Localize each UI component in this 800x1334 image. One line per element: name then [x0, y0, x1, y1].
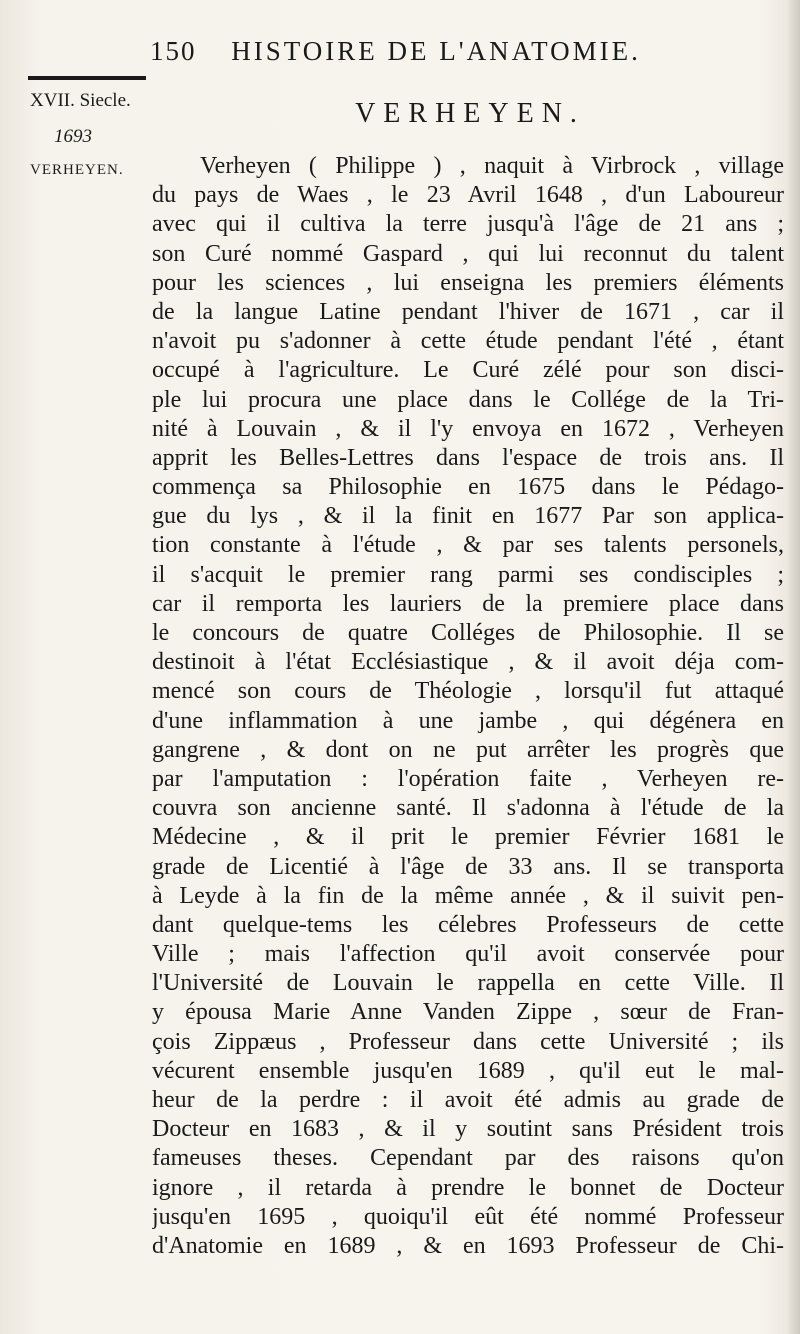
text-line: commença sa Philosophie en 1675 dans le Pédago- — [152, 474, 784, 501]
text-line: Docteur en 1683 , & il y soutint sans Président trois — [152, 1116, 784, 1143]
running-title: HISTOIRE DE L'ANATOMIE. — [231, 36, 641, 66]
text-line: grade de Licentié à l'âge de 33 ans. Il se transporta — [152, 853, 784, 880]
text-line: de la langue Latine pendant l'hiver de 1671 , car il — [152, 298, 784, 325]
text-line: d'une inflammation à une jambe , qui dégénera en — [152, 707, 784, 734]
running-head — [150, 36, 790, 67]
text-line: car il remporta les lauriers de la premiere place dans — [152, 590, 784, 617]
text-line: l'Université de Louvain le rappella en cette Ville. Il — [152, 970, 784, 997]
text-line: gue du lys , & il la finit en 1677 Par son applica- — [152, 503, 784, 530]
text-line: dant quelque-tems les célebres Professeurs de cette — [152, 911, 784, 938]
text-line: Médecine , & il prit le premier Février 1681 le — [152, 824, 784, 851]
text-line: son Curé nommé Gaspard , qui lui reconnut du talent — [152, 240, 784, 267]
text-line: ple lui procura une place dans le Collége de la Tri- — [152, 386, 784, 413]
text-line: çois Zippæus , Professeur dans cette Université ; ils — [152, 1028, 784, 1055]
text-line: il s'acquit le premier rang parmi ses condisciples ; — [152, 561, 784, 588]
text-line: tion constante à l'étude , & par ses talents personels, — [152, 532, 784, 559]
text-line: Ville ; mais l'affection qu'il avoit conservée pour — [152, 941, 784, 968]
text-line: vécurent ensemble jusqu'en 1689 , qu'il eut le mal- — [152, 1057, 784, 1084]
text-line: avec qui il cultiva la terre jusqu'à l'âge de 21 ans ; — [152, 211, 784, 238]
text-line: apprit les Belles-Lettres dans l'espace de trois ans. Il — [152, 444, 784, 471]
text-line: fameuses theses. Cependant par des raisons qu'on — [152, 1145, 784, 1172]
text-line: occupé à l'agriculture. Le Curé zélé pour son disci- — [152, 357, 784, 384]
text-line: jusqu'en 1695 , quoiqu'il eût été nommé Professeur — [152, 1203, 784, 1230]
page-fold-shadow — [786, 0, 800, 1334]
text-line: mencé son cours de Théologie , lorsqu'il fut attaqué — [152, 678, 784, 705]
text-line: du pays de Waes , le 23 Avril 1648 , d'un Laboureur — [152, 182, 784, 209]
page-number: 150 — [150, 36, 197, 66]
text-line: ignore , il retarda à prendre le bonnet de Docteur — [152, 1174, 784, 1201]
text-line: d'Anatomie en 1689 , & en 1693 Professeur de Chi- — [152, 1232, 784, 1259]
text-line: n'avoit pu s'adonner à cette étude pendant l'été , étant — [152, 328, 784, 355]
margin-century: XVII. Siecle. — [30, 90, 131, 111]
margin-year: 1693 — [54, 126, 92, 147]
section-title: VERHEYEN. — [355, 98, 585, 129]
text-line: le concours de quatre Colléges de Philosophie. Il se — [152, 620, 784, 646]
text-line: gangrene , & dont on ne put arrêter les progrès que — [152, 736, 784, 763]
text-line: nité à Louvain , & il l'y envoya en 1672 , Verheyen — [152, 415, 784, 442]
text-line: Verheyen ( Philippe ) , naquit à Virbrock , village — [200, 153, 784, 179]
text-line: couvra son ancienne santé. Il s'adonna à l'étude de la — [152, 795, 784, 822]
text-line: destinoit à l'état Ecclésiastique , & il avoit déja com- — [152, 649, 784, 676]
body-text — [152, 152, 784, 1261]
text-line: heur de la perdre : il avoit été admis au grade de — [152, 1087, 784, 1113]
text-line: par l'amputation : l'opération faite , Verheyen re- — [152, 765, 784, 792]
text-line: y épousa Marie Anne Vanden Zippe , sœur de Fran- — [152, 999, 784, 1026]
text-line: pour les sciences , lui enseigna les premiers éléments — [152, 269, 784, 296]
margin-rule — [28, 76, 146, 80]
margin-name: VERHEYEN. — [30, 162, 124, 178]
text-line: à Leyde à la fin de la même année , & il suivit pen- — [152, 882, 784, 909]
